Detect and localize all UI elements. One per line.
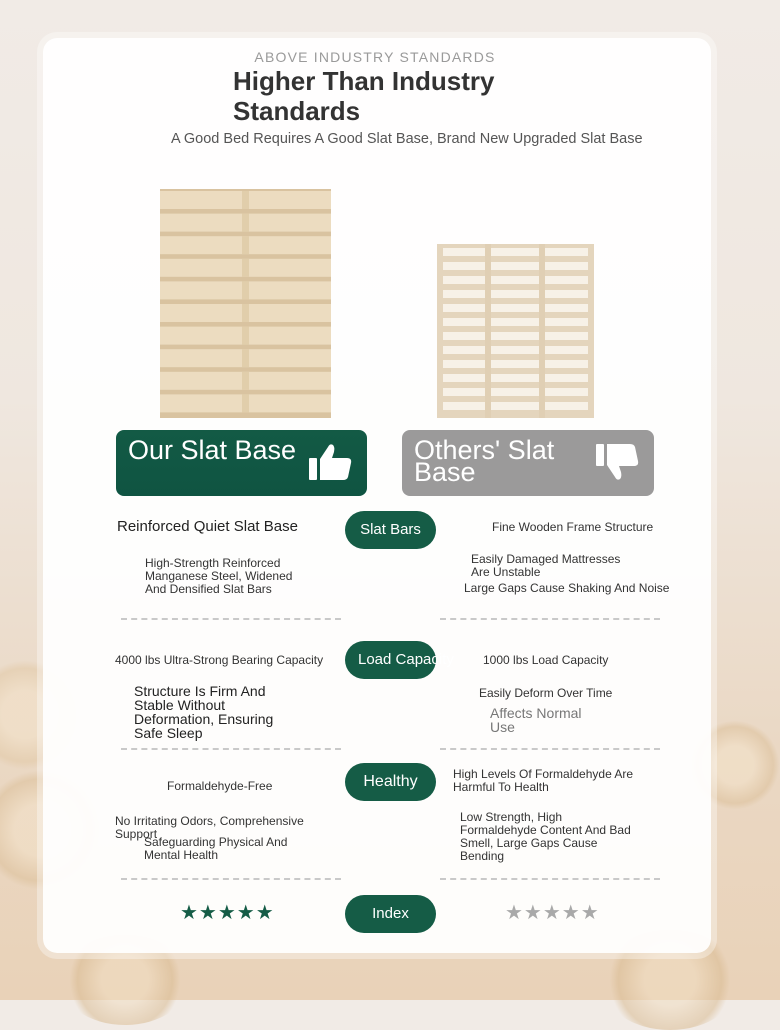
page-subtitle: A Good Bed Requires A Good Slat Base, Brand New Upgraded Slat Base xyxy=(171,131,643,147)
our-slat-base-image xyxy=(160,189,331,418)
slat-gap xyxy=(443,276,588,284)
row-divider xyxy=(440,748,660,750)
slat-gap xyxy=(443,346,588,354)
slat-joint xyxy=(242,236,249,254)
our-slat-base-banner xyxy=(116,430,367,496)
others-slat-base-image xyxy=(437,244,594,418)
ours-healthy-detail-2: Safeguarding Physical And Mental Health xyxy=(144,835,288,862)
others-load-capacity-title: 1000 lbs Load Capacity xyxy=(483,653,609,667)
slat-joint xyxy=(242,327,249,345)
category-pill-slat-bars: Slat Bars xyxy=(345,511,436,549)
ours-slat-bars-detail: High-Strength Reinforced Manganese Steel, Widened And Densified Slat Bars xyxy=(145,556,293,596)
slat-gap xyxy=(443,304,588,312)
section-kicker: ABOVE INDUSTRY STANDARDS xyxy=(254,49,496,65)
ours-slat-bars-title: Reinforced Quiet Slat Base xyxy=(117,518,298,535)
ours-load-capacity-title: 4000 lbs Ultra-Strong Bearing Capacity xyxy=(115,653,324,667)
category-pill-healthy: Healthy xyxy=(345,763,436,801)
category-pill-load-capacity: Load Capacity xyxy=(345,641,436,679)
others-slat-bars-title: Fine Wooden Frame Structure xyxy=(492,520,654,534)
row-divider xyxy=(440,618,660,620)
slat-joint xyxy=(242,214,249,232)
others-index-stars: ★★★★★ xyxy=(505,902,600,924)
row-divider xyxy=(121,878,341,880)
row-divider xyxy=(440,878,660,880)
row-divider xyxy=(121,618,341,620)
slat-gap xyxy=(443,360,588,368)
slat-gap xyxy=(443,332,588,340)
thumbs-up-icon xyxy=(309,442,353,482)
ours-index-stars: ★★★★★ xyxy=(180,902,275,924)
others-slat-base-banner xyxy=(402,430,654,496)
slat-joint xyxy=(242,349,249,367)
slat-joint xyxy=(242,259,249,277)
slat-joint xyxy=(242,281,249,299)
ours-load-capacity-detail: Structure Is Firm And Stable Without Deformation, Ensuring Safe Sleep xyxy=(134,683,274,741)
slat-gap xyxy=(443,374,588,382)
slat-gap xyxy=(443,248,588,256)
slat-gap xyxy=(443,290,588,298)
slat-gap xyxy=(443,318,588,326)
frame-post xyxy=(485,244,491,418)
others-slat-bars-detail-1: Easily Damaged Mattresses Are Unstable xyxy=(471,552,621,579)
slat-gap xyxy=(443,388,588,396)
others-slat-base-label: Others' Slat Base xyxy=(414,435,555,487)
ours-healthy-detail-1: No Irritating Odors, Comprehensive Support xyxy=(115,814,304,841)
category-pill-index: Index xyxy=(345,895,436,933)
slat-joint xyxy=(242,191,249,209)
row-divider xyxy=(121,748,341,750)
others-slat-bars-detail-2: Large Gaps Cause Shaking And Noise xyxy=(464,581,670,595)
others-load-capacity-detail-1: Easily Deform Over Time xyxy=(479,686,613,700)
ours-healthy-title: Formaldehyde-Free xyxy=(167,779,273,793)
thumbs-down-icon xyxy=(596,442,640,482)
others-load-capacity-detail-2: Affects Normal Use xyxy=(490,705,582,735)
others-healthy-title: High Levels Of Formaldehyde Are Harmful To Health xyxy=(453,767,634,794)
slat-gap xyxy=(443,262,588,270)
others-healthy-detail: Low Strength, High Formaldehyde Content And Bad Smell, Large Gaps Cause Bending xyxy=(460,810,631,863)
page-title: Higher Than Industry Standards xyxy=(233,66,495,126)
slat-joint xyxy=(242,372,249,390)
our-slat-base-label: Our Slat Base xyxy=(128,435,297,465)
slat-joint xyxy=(242,304,249,322)
slat-joint xyxy=(242,394,249,412)
frame-post xyxy=(539,244,545,418)
slat-gap xyxy=(443,402,588,410)
